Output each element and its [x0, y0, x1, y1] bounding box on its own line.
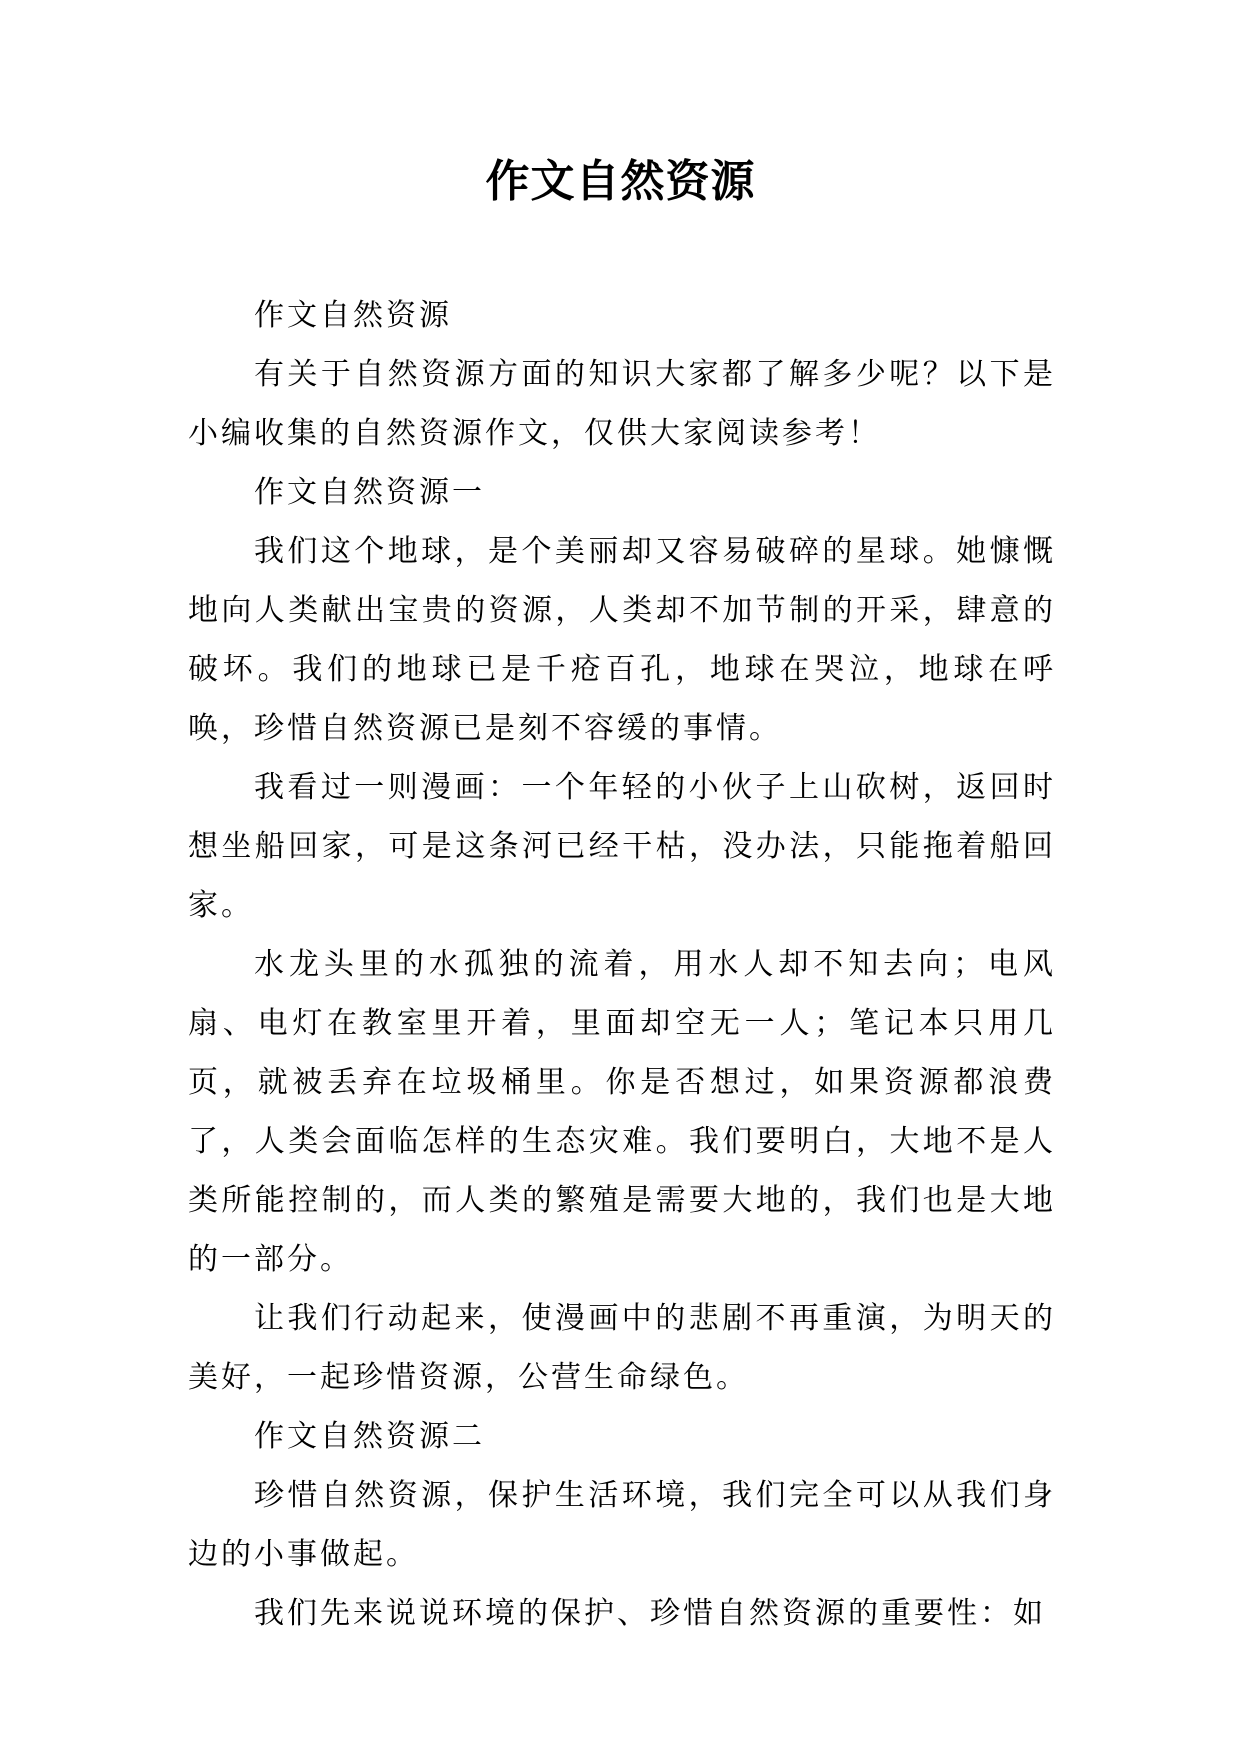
paragraph: 我们先来说说环境的保护、珍惜自然资源的重要性：如 — [254, 1596, 1046, 1631]
paragraph: 让我们行动起来，使漫画中的悲剧不再重演，为明天的美好，一起珍惜资源，公营生命绿色。 — [188, 1301, 1056, 1395]
document-body — [188, 286, 1056, 1643]
paragraph: 水龙头里的水孤独的流着，用水人却不知去向；电风扇、电灯在教室里开着，里面却空无一人；笔记本只用几页，就被丢弃在垃圾桶里。你是否想过，如果资源都浪费了，人类会面临怎样的生态灾难。我们要明白，大地不是人类所能控制的，而人类的繁殖是需要大地的，我们也是大地的一部分。 — [188, 947, 1056, 1277]
document-title: 作文自然资源 — [485, 156, 756, 207]
paragraph-heading-two: 作文自然资源二 — [254, 1419, 485, 1454]
paragraph-heading-one: 作文自然资源一 — [254, 475, 485, 510]
paragraph: 我看过一则漫画：一个年轻的小伙子上山砍树，返回时想坐船回家，可是这条河已经干枯，没办法，只能拖着船回家。 — [188, 770, 1056, 923]
paragraph-intro: 有关于自然资源方面的知识大家都了解多少呢？以下是小编收集的自然资源作文，仅供大家阅读参考！ — [188, 357, 1056, 451]
paragraph-subtitle: 作文自然资源 — [254, 298, 452, 333]
paragraph: 珍惜自然资源，保护生活环境，我们完全可以从我们身边的小事做起。 — [188, 1478, 1056, 1572]
paragraph: 我们这个地球，是个美丽却又容易破碎的星球。她慷慨地向人类献出宝贵的资源，人类却不加节制的开采，肆意的破坏。我们的地球已是千疮百孔，地球在哭泣，地球在呼唤，珍惜自然资源已是刻不容缓的事情。 — [188, 534, 1056, 746]
